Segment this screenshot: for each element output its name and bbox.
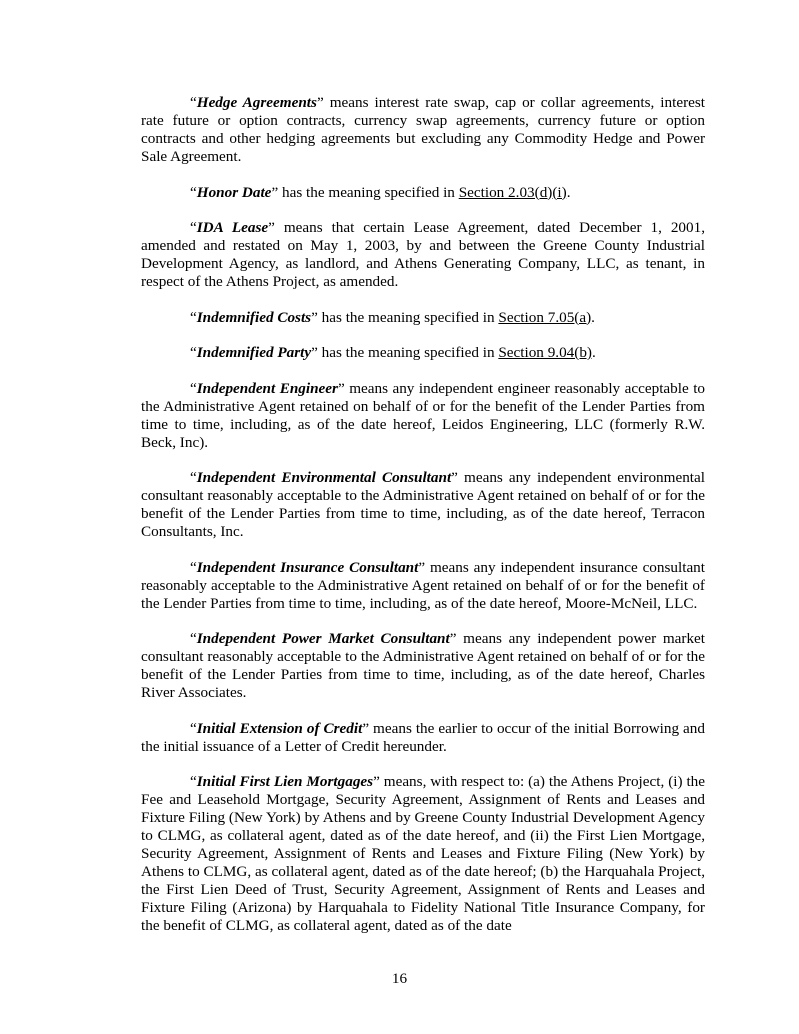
definition-text: means any independent insurance consultant reasonably acceptable to the Administrative Agent retained on behalf of or for the benefit of the Lender Parties from time to time, including, as of the date hereof, Moore-McNeil, LLC. bbox=[141, 558, 705, 612]
defined-term: Indemnified Costs bbox=[196, 308, 312, 326]
page-number: 16 bbox=[391, 970, 408, 987]
defined-term: Independent Insurance Consultant bbox=[196, 558, 419, 576]
definition-independent-power-market-consultant: “Independent Power Market Consultant” means any independent power market consultant reasonably acceptable to the Administrative Agent retained on behalf of or for the benefit of the Lender Parties from time to time, including, as of the date hereof, Charles River Associates. bbox=[141, 630, 705, 701]
definition-text: means any independent environmental consultant reasonably acceptable to the Administrative Agent retained on behalf of or for the benefit of the Lender Parties from time to time, including, as of the date hereof, Terracon Consultants, Inc. bbox=[141, 469, 705, 540]
definition-indemnified-party: “Indemnified Party” has the meaning specified in Section 9.04(b). bbox=[190, 344, 596, 361]
defined-term: Independent Engineer bbox=[196, 379, 338, 397]
definition-text: means the earlier to occur of the initial Borrowing and the initial issuance of a Letter of Credit hereunder. bbox=[141, 719, 705, 755]
defined-term: Honor Date bbox=[196, 183, 272, 201]
definition-independent-engineer: “Independent Engineer” means any independent engineer reasonably acceptable to the Administrative Agent retained on behalf of or for the benefit of the Lender Parties from time to time, including, as of the date hereof, Leidos Engineering, LLC (formerly R.W. Beck, Inc). bbox=[141, 379, 706, 451]
defined-term: IDA Lease bbox=[196, 219, 269, 236]
defined-term: Independent Power Market Consultant bbox=[196, 630, 450, 647]
definition-text: has the meaning specified in bbox=[278, 183, 459, 201]
definition-text: has the meaning specified in bbox=[317, 308, 499, 326]
definition-honor-date: “Honor Date” has the meaning specified in Section 2.03(d)(i). bbox=[190, 183, 571, 201]
defined-term: Indemnified Party bbox=[196, 344, 312, 361]
section-reference: Section 9.04(b) bbox=[498, 344, 592, 361]
definition-independent-environmental-consultant: “Independent Environmental Consultant” means any independent environmental consultant reasonably acceptable to the Administrative Agent retained on behalf of or for the benefit of the Lender Parties from time to time, including, as of the date hereof, Terracon Consultants, Inc. bbox=[141, 469, 705, 540]
defined-term: Independent Environmental Consultant bbox=[196, 469, 452, 486]
definition-text: means that certain Lease Agreement, dated December 1, 2001, amended and restated on May 1, 2003, by and between the Greene County Industrial Development Agency, as landlord, and Athens Generating Company, LLC, as tenant, in respect of the Athens Project, as amended. bbox=[141, 219, 705, 290]
definition-hedge-agreements: “Hedge Agreements” means interest rate swap, cap or collar agreements, interest rate future or option contracts, currency swap agreements, currency future or option contracts and other hedging agreements but excluding any Commodity Hedge and Power Sale Agreement. bbox=[141, 94, 705, 165]
section-reference: Section 7.05(a) bbox=[498, 308, 592, 326]
definition-text: means any independent power market consultant reasonably acceptable to the Administrative Agent retained on behalf of or for the benefit of the Lender Parties from time to time, including, as of the date hereof, Charles River Associates. bbox=[141, 630, 705, 701]
definition-initial-first-lien-mortgages: “Initial First Lien Mortgages” means, with respect to: (a) the Athens Project, (i) the Fee and Leasehold Mortgage, Security Agreement, Assignment of Rents and Leases and Fixture Filing (New York) by Athens and by Greene County Industrial Development Agency to CLMG, as collateral agent, dated as of the date hereof, and (ii) the First Lien Mortgage, Security Agreement, Assignment of Rents and Leases and Fixture Filing (New York) by Athens to CLMG, as collateral agent, dated as of the date hereof; (b) the Harquahala Project, the First Lien Deed of Trust, Security Agreement, Assignment of Rents and Leases and Fixture Filing (Arizona) by Harquahala to Fidelity National Title Insurance Company, for the benefit of CLMG, as collateral agent, dated as of the date bbox=[141, 773, 705, 934]
section-reference: Section 2.03(d)(i) bbox=[458, 183, 567, 201]
definition-initial-extension-of-credit: “Initial Extension of Credit” means the earlier to occur of the initial Borrowing and the initial issuance of a Letter of Credit hereunder. bbox=[141, 719, 705, 755]
definition-text: means, with respect to: (a) the Athens Project, (i) the Fee and Leasehold Mortgage, Security Agreement, Assignment of Rents and Leases and Fixture Filing (New York) by Athens and by Greene County Industrial Development Agency to CLMG, as collateral agent, dated as of the date hereof, and (ii) the First Lien Mortgage, Security Agreement, Assignment of Rents and Leases and Fixture Filing (New York) by Athens to CLMG, as collateral agent, dated as of the date hereof; (b) the Harquahala Project, the First Lien Deed of Trust, Security Agreement, Assignment of Rents and Leases and Fixture Filing (Arizona) by Harquahala to Fidelity National Title Insurance Company, for the benefit of CLMG, as collateral agent, dated as of the date bbox=[141, 773, 705, 934]
definition-indemnified-costs: “Indemnified Costs” has the meaning specified in Section 7.05(a). bbox=[190, 308, 595, 326]
definition-text: has the meaning specified in bbox=[317, 344, 499, 361]
definition-independent-insurance-consultant: “Independent Insurance Consultant” means any independent insurance consultant reasonably acceptable to the Administrative Agent retained on behalf of or for the benefit of the Lender Parties from time to time, including, as of the date hereof, Moore-McNeil, LLC. bbox=[141, 558, 705, 612]
definition-text: means interest rate swap, cap or collar agreements, interest rate future or option contracts, currency swap agreements, currency future or option contracts and other hedging agreements but excluding any Commodity Hedge and Power Sale Agreement. bbox=[141, 94, 705, 165]
definition-ida-lease: “IDA Lease” means that certain Lease Agreement, dated December 1, 2001, amended and restated on May 1, 2003, by and between the Greene County Industrial Development Agency, as landlord, and Athens Generating Company, LLC, as tenant, in respect of the Athens Project, as amended. bbox=[141, 219, 705, 290]
defined-term: Initial First Lien Mortgages bbox=[196, 773, 374, 790]
defined-term: Initial Extension of Credit bbox=[196, 719, 363, 737]
defined-term: Hedge Agreements bbox=[196, 94, 317, 111]
definitions-list bbox=[141, 94, 705, 953]
definition-text: means any independent engineer reasonably acceptable to the Administrative Agent retained on behalf of or for the benefit of the Lender Parties from time to time, including, as of the date hereof, Leidos Engineering, LLC (formerly R.W. Beck, Inc). bbox=[141, 379, 706, 451]
